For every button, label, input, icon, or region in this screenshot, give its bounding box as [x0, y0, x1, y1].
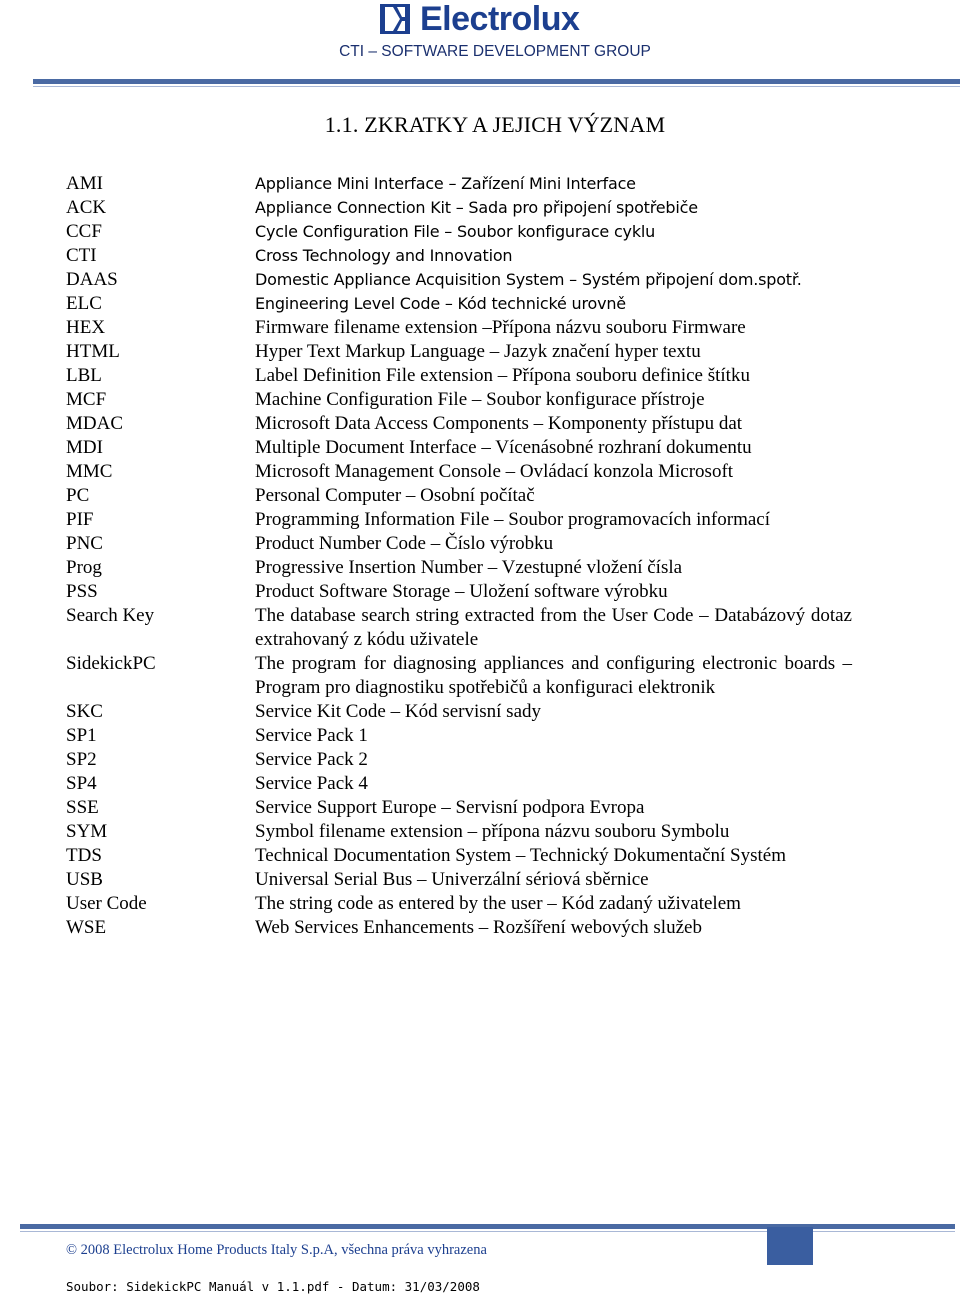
abbreviation-row [66, 364, 856, 388]
footer-divider-thin [20, 1231, 955, 1232]
abbreviation-definition: Cross Technology and Innovation [255, 246, 513, 265]
abbreviation-row [66, 772, 856, 796]
page-header [0, 0, 960, 84]
electrolux-logo [380, 2, 579, 36]
abbreviation-row [66, 652, 856, 700]
abbreviation-row [66, 340, 856, 364]
section-title: 1.1. ZKRATKY A JEJICH VÝZNAM [324, 112, 666, 137]
abbreviation-definition: Firmware filename extension –Přípona názvu souboru Firmware [255, 317, 746, 338]
abbreviation-row [66, 724, 856, 748]
abbreviation-row [66, 172, 856, 196]
abbreviation-definition: Service Pack 4 [255, 773, 368, 794]
abbreviation-row [66, 388, 856, 412]
abbreviation-term: User Code [66, 893, 147, 914]
abbreviation-definition: Personal Computer – Osobní počítač [255, 485, 535, 506]
abbreviation-term: SYM [66, 821, 108, 842]
abbreviation-definition: Microsoft Management Console – Ovládací konzola Microsoft [255, 461, 734, 482]
abbreviation-row [66, 748, 856, 772]
abbreviation-term: TDS [66, 845, 102, 866]
electrolux-logo-icon [380, 4, 410, 34]
abbreviation-definition: Service Pack 2 [255, 749, 368, 770]
abbreviation-term: CCF [66, 221, 102, 242]
abbreviation-row [66, 820, 856, 844]
abbreviation-row [66, 196, 856, 220]
abbreviation-term: DAAS [66, 269, 118, 290]
abbreviation-definition: Universal Serial Bus – Univerzální sériová sběrnice [255, 869, 649, 890]
abbreviation-row [66, 604, 856, 652]
abbreviation-term: ACK [66, 197, 107, 218]
abbreviation-row [66, 268, 856, 292]
abbreviation-term: HTML [66, 341, 120, 362]
abbreviation-definition: Product Software Storage – Uložení software výrobku [255, 581, 668, 602]
abbreviation-row [66, 556, 856, 580]
abbreviation-term: Search Key [66, 605, 155, 626]
abbreviation-definition: Appliance Connection Kit – Sada pro připojení spotřebiče [255, 198, 698, 217]
abbreviation-row [66, 532, 856, 556]
abbreviation-row [66, 868, 856, 892]
abbreviation-term: SidekickPC [66, 653, 156, 674]
abbreviation-term: SP1 [66, 725, 97, 746]
abbreviation-term: SP4 [66, 773, 97, 794]
abbreviation-row [66, 796, 856, 820]
abbreviation-term: WSE [66, 917, 107, 938]
footer-divider [20, 1224, 955, 1229]
abbreviation-term: CTI [66, 245, 97, 266]
copyright-notice: © 2008 Electrolux Home Products Italy S.p.A, všechna práva vyhrazena [66, 1242, 487, 1258]
abbreviation-definition: Microsoft Data Access Components – Komponenty přístupu dat [255, 413, 743, 434]
abbreviation-row [66, 244, 856, 268]
abbreviation-definition: Hyper Text Markup Language – Jazyk značení hyper textu [255, 341, 701, 362]
abbreviation-row [66, 580, 856, 604]
abbreviation-term: MMC [66, 461, 113, 482]
abbreviation-definition: Service Support Europe – Servisní podpora Evropa [255, 797, 645, 818]
abbreviation-row [66, 460, 856, 484]
abbreviation-definition: Machine Configuration File – Soubor konfigurace přístroje [255, 389, 705, 410]
abbreviation-definition: Multiple Document Interface – Vícenásobné rozhraní dokumentu [255, 437, 752, 458]
abbreviation-definition: The string code as entered by the user – Kód zadaný uživatelem [255, 893, 741, 914]
abbreviation-term: PC [66, 485, 90, 506]
abbreviation-row [66, 508, 856, 532]
file-info: Soubor: SidekickPC Manuál v 1.1.pdf - Datum: 31/03/2008 [66, 1279, 480, 1294]
abbreviation-term: MCF [66, 389, 107, 410]
abbreviation-term: SKC [66, 701, 103, 722]
abbreviation-row [66, 892, 856, 916]
abbreviation-definition: Symbol filename extension – přípona názvu souboru Symbolu [255, 821, 730, 842]
abbreviation-term: SP2 [66, 749, 97, 770]
brand-name: Electrolux [420, 0, 580, 38]
abbreviation-definition: Technical Documentation System – Technický Dokumentační Systém [255, 845, 786, 866]
abbreviation-definition: Web Services Enhancements – Rozšíření webových služeb [255, 917, 702, 938]
abbreviation-term: SSE [66, 797, 99, 818]
abbreviation-row [66, 412, 856, 436]
abbreviation-list [66, 172, 856, 940]
abbreviation-term: Prog [66, 557, 102, 578]
abbreviation-definition: Product Number Code – Číslo výrobku [255, 533, 554, 554]
abbreviation-definition: Appliance Mini Interface – Zařízení Mini Interface [255, 174, 636, 193]
abbreviation-definition: Programming Information File – Soubor programovacích informací [255, 509, 770, 530]
abbreviation-term: PIF [66, 509, 94, 530]
abbreviation-definition: Domestic Appliance Acquisition System – Systém připojení dom.spotř. [255, 270, 802, 289]
abbreviation-term: MDI [66, 437, 103, 458]
abbreviation-term: USB [66, 869, 103, 890]
abbreviation-term: LBL [66, 365, 102, 386]
abbreviation-row [66, 316, 856, 340]
abbreviation-term: AMI [66, 173, 103, 194]
abbreviation-row [66, 484, 856, 508]
abbreviation-row [66, 292, 856, 316]
abbreviation-term: MDAC [66, 413, 124, 434]
abbreviation-definition: Service Pack 1 [255, 725, 368, 746]
abbreviation-row [66, 220, 856, 244]
group-name: CTI – SOFTWARE DEVELOPMENT GROUP [339, 43, 651, 60]
abbreviation-definition: Progressive Insertion Number – Vzestupné vložení čísla [255, 557, 683, 578]
abbreviation-term: PSS [66, 581, 98, 602]
abbreviation-row [66, 700, 856, 724]
abbreviation-definition: The database search string extracted from the User Code – Databázový dotaz extrahovaný z kódu uživatele [255, 605, 852, 650]
abbreviation-row [66, 916, 856, 940]
abbreviation-definition: Engineering Level Code – Kód technické urovně [255, 294, 626, 313]
abbreviation-definition: Label Definition File extension – Přípona souboru definice štítku [255, 365, 750, 386]
abbreviation-definition: Service Kit Code – Kód servisní sady [255, 701, 542, 722]
abbreviation-term: HEX [66, 317, 106, 338]
abbreviation-term: PNC [66, 533, 103, 554]
abbreviation-term: ELC [66, 293, 102, 314]
abbreviation-definition: Cycle Configuration File – Soubor konfigurace cyklu [255, 222, 656, 241]
abbreviation-definition: The program for diagnosing appliances and configuring electronic boards – Program pro diagnostiku spotřebičů a konfiguraci elektronik [255, 653, 852, 698]
header-divider-thin [33, 86, 960, 87]
header-divider [33, 79, 960, 84]
abbreviation-row [66, 436, 856, 460]
footer-accent-block [767, 1227, 813, 1265]
abbreviation-row [66, 844, 856, 868]
